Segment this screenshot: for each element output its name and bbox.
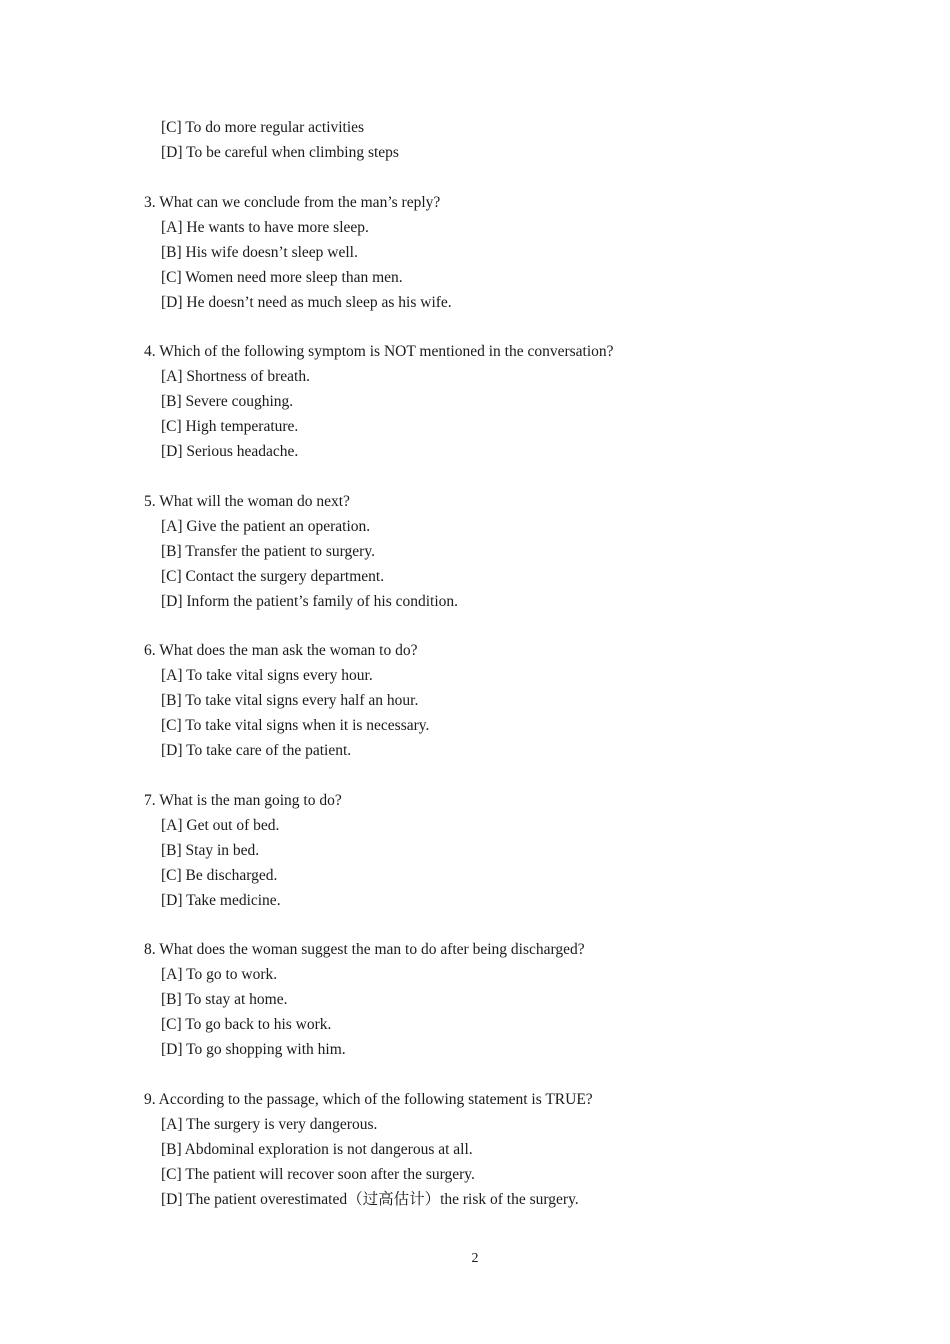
option-5c: [C] Contact the surgery department. <box>161 568 385 585</box>
option-4d: [D] Serious headache. <box>161 443 299 460</box>
option-3d: [D] He doesn’t need as much sleep as his wife. <box>161 294 452 311</box>
option-3c: [C] Women need more sleep than men. <box>161 269 403 286</box>
option-8d: [D] To go shopping with him. <box>161 1041 346 1058</box>
option-8c: [C] To go back to his work. <box>161 1016 332 1033</box>
option-6b: [B] To take vital signs every half an hour. <box>161 692 419 709</box>
question-4: 4. Which of the following symptom is NOT mentioned in the conversation? <box>144 343 614 360</box>
question-3: 3. What can we conclude from the man’s reply? <box>144 194 441 211</box>
option-5a: [A] Give the patient an operation. <box>161 518 371 535</box>
option-8a: [A] To go to work. <box>161 966 278 983</box>
option-3b: [B] His wife doesn’t sleep well. <box>161 244 358 261</box>
option-7c: [C] Be discharged. <box>161 867 278 884</box>
option-7a: [A] Get out of bed. <box>161 817 280 834</box>
option-4b: [B] Severe coughing. <box>161 393 294 410</box>
option-7b: [B] Stay in bed. <box>161 842 260 859</box>
option-9c: [C] The patient will recover soon after the surgery. <box>161 1166 475 1183</box>
option-2c: [C] To do more regular activities <box>161 119 365 136</box>
option-4a: [A] Shortness of breath. <box>161 368 310 385</box>
option-9b: [B] Abdominal exploration is not dangerous at all. <box>161 1141 473 1158</box>
question-9: 9. According to the passage, which of the following statement is TRUE? <box>144 1091 593 1108</box>
option-6d: [D] To take care of the patient. <box>161 742 352 759</box>
option-8b: [B] To stay at home. <box>161 991 288 1008</box>
question-7: 7. What is the man going to do? <box>144 792 342 809</box>
option-4c: [C] High temperature. <box>161 418 299 435</box>
option-6c: [C] To take vital signs when it is necessary. <box>161 717 430 734</box>
question-8: 8. What does the woman suggest the man to do after being discharged? <box>144 941 585 958</box>
page-number: 2 <box>471 1251 479 1266</box>
option-9a: [A] The surgery is very dangerous. <box>161 1116 378 1133</box>
question-6: 6. What does the man ask the woman to do? <box>144 642 418 659</box>
option-9d: [D] The patient overestimated（过高估计）the risk of the surgery. <box>161 1191 579 1208</box>
option-5d: [D] Inform the patient’s family of his condition. <box>161 593 459 610</box>
option-7d: [D] Take medicine. <box>161 892 281 909</box>
option-2d: [D] To be careful when climbing steps <box>161 144 399 161</box>
option-6a: [A] To take vital signs every hour. <box>161 667 373 684</box>
option-5b: [B] Transfer the patient to surgery. <box>161 543 375 560</box>
option-3a: [A] He wants to have more sleep. <box>161 219 369 236</box>
question-5: 5. What will the woman do next? <box>144 493 350 510</box>
